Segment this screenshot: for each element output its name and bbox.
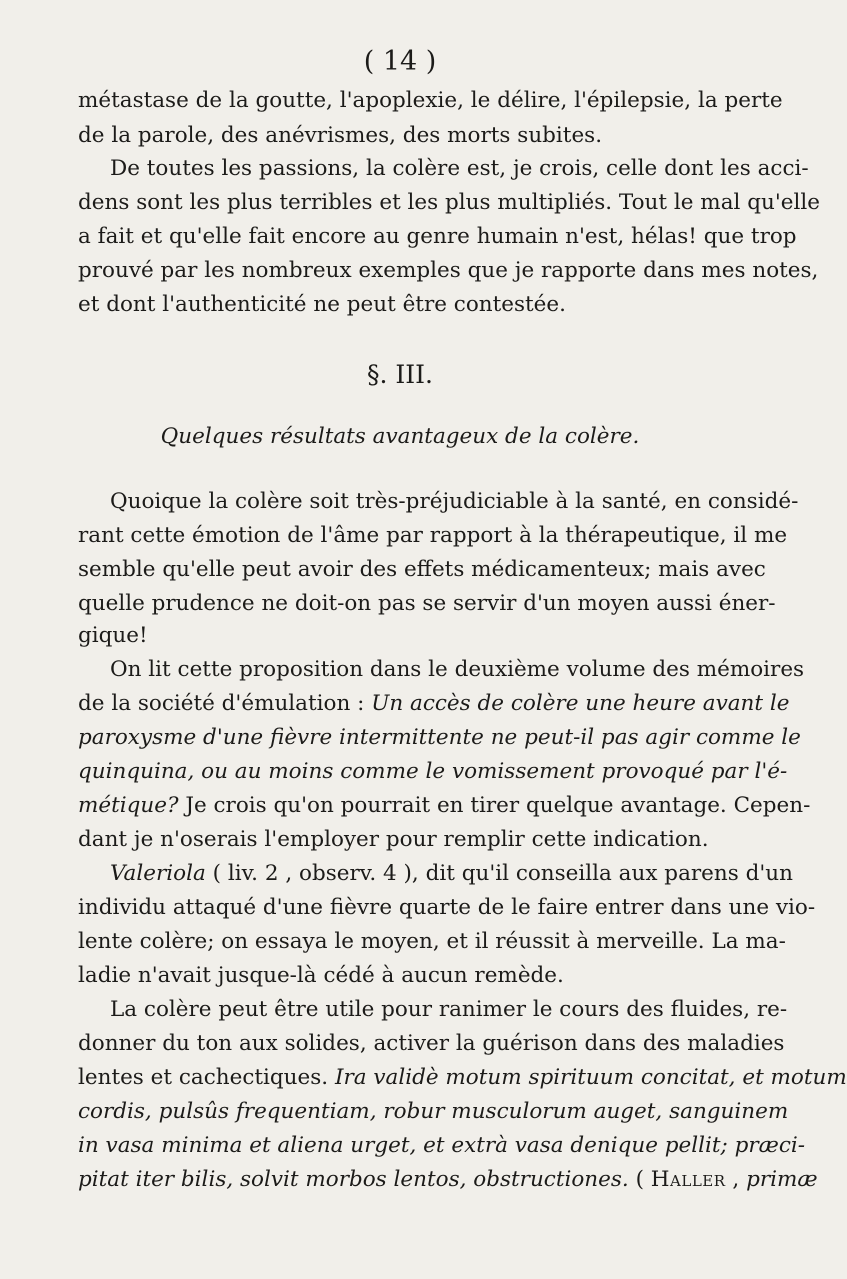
text-line: prouvé par les nombreux exemples que je rapporte dans mes notes,	[78, 258, 819, 283]
text-line: gique!	[78, 623, 148, 648]
text-line: On lit cette proposition dans le deuxième volume des mémoires	[110, 657, 805, 682]
text-line: pitat iter bilis, solvit morbos lentos, obstructiones. ( Haller , primæ	[78, 1167, 818, 1192]
section-heading: §. III.	[367, 360, 433, 389]
text-line: paroxysme d'une fièvre intermittente ne peut-il pas agir comme le	[78, 725, 801, 750]
text-line: a fait et qu'elle fait encore au genre humain n'est, hélas! que trop	[78, 224, 797, 249]
text-line: ladie n'avait jusque-là cédé à aucun remède.	[78, 963, 564, 988]
text-line: individu attaqué d'une fièvre quarte de le faire entrer dans une vio-	[78, 895, 816, 920]
text-line: et dont l'authenticité ne peut être contestée.	[78, 292, 566, 317]
text-line: quelle prudence ne doit-on pas se servir d'un moyen aussi éner-	[78, 591, 776, 616]
text-line: La colère peut être utile pour ranimer le cours des fluides, re-	[110, 997, 788, 1022]
text-line: lente colère; on essaya le moyen, et il réussit à merveille. La ma-	[78, 929, 786, 954]
text-line: De toutes les passions, la colère est, je crois, celle dont les acci-	[110, 156, 809, 181]
text-line: semble qu'elle peut avoir des effets médicamenteux; mais avec	[78, 557, 766, 582]
page-number: ( 14 )	[363, 46, 437, 77]
text-line: de la société d'émulation : Un accès de colère une heure avant le	[78, 691, 790, 716]
text-line: métique? Je crois qu'on pourrait en tirer quelque avantage. Cepen-	[78, 793, 811, 818]
text-line: rant cette émotion de l'âme par rapport à la thérapeutique, il me	[78, 523, 788, 548]
text-line: métastase de la goutte, l'apoplexie, le délire, l'épilepsie, la perte	[78, 88, 783, 113]
text-line: lentes et cachectiques. Ira validè motum spirituum concitat, et motum	[78, 1065, 847, 1090]
text-line: Quoique la colère soit très-préjudiciable à la santé, en considé-	[110, 489, 799, 514]
text-line: cordis, pulsûs frequentiam, robur musculorum auget, sanguinem	[78, 1099, 789, 1124]
text-line: donner du ton aux solides, activer la guérison dans des maladies	[78, 1031, 785, 1056]
text-line: quinquina, ou au moins comme le vomissement provoqué par l'é-	[78, 759, 788, 784]
text-line: dens sont les plus terribles et les plus multipliés. Tout le mal qu'elle	[78, 190, 820, 215]
text-line: de la parole, des anévrismes, des morts subites.	[78, 123, 603, 148]
text-line: Valeriola ( liv. 2 , observ. 4 ), dit qu'il conseilla aux parens d'un	[110, 861, 793, 886]
text-line: in vasa minima et aliena urget, et extrà vasa denique pellit; præci-	[78, 1133, 806, 1158]
section-subtitle: Quelques résultats avantageux de la colère.	[160, 424, 640, 449]
text-line: dant je n'oserais l'employer pour remplir cette indication.	[78, 827, 709, 852]
